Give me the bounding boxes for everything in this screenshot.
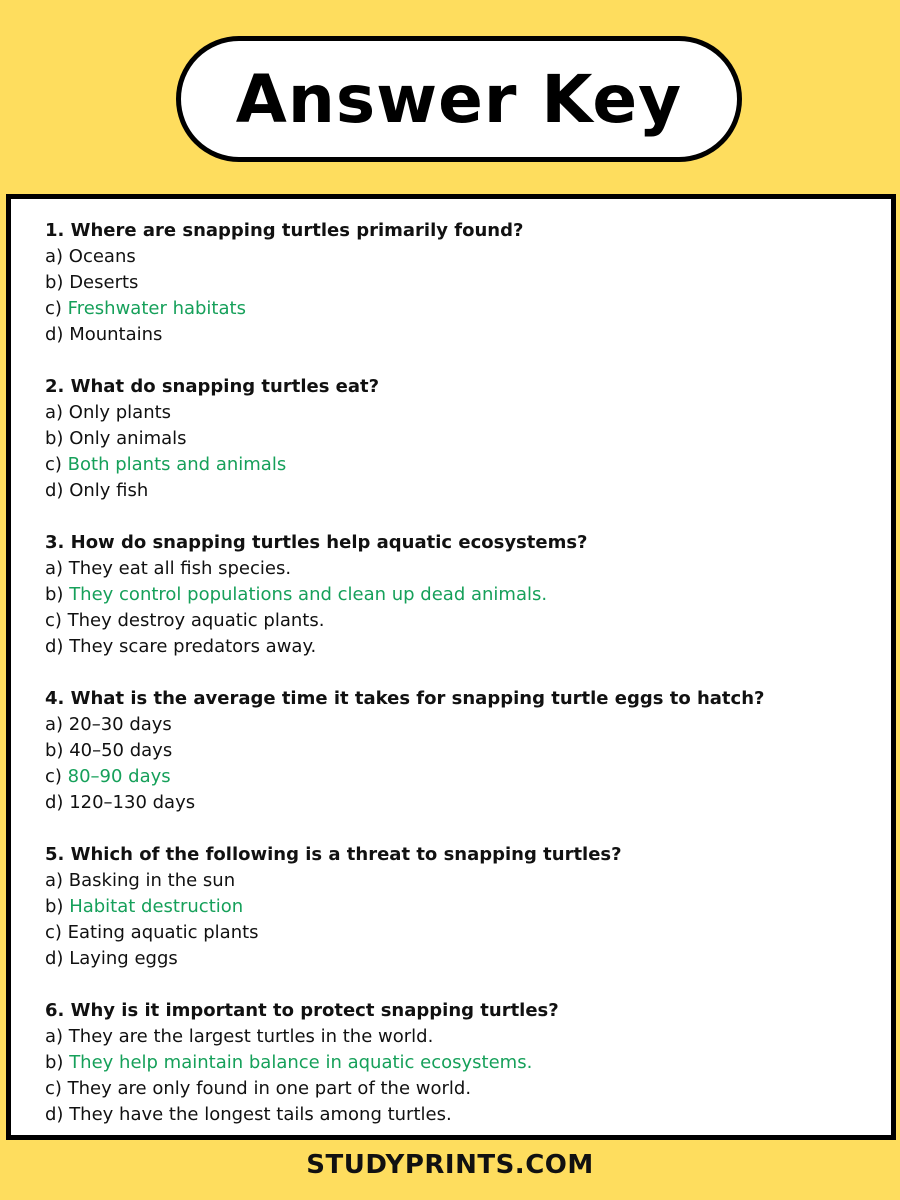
answer-option [45, 1102, 871, 1128]
title-banner [176, 36, 742, 162]
question-text: 4. What is the average time it takes for snapping turtle eggs to hatch? [45, 688, 765, 709]
option-letter: b) [45, 272, 64, 293]
option-letter: b) [45, 896, 64, 917]
answer-option [45, 270, 871, 296]
question-text: 5. Which of the following is a threat to snapping turtles? [45, 844, 622, 865]
question-text: 3. How do snapping turtles help aquatic ecosystems? [45, 532, 588, 553]
option-letter: d) [45, 480, 64, 501]
option-letter: a) [45, 1026, 64, 1047]
answer-key-panel [6, 194, 896, 1140]
answer-option [45, 426, 871, 452]
option-letter: d) [45, 1104, 64, 1125]
option-text: They help maintain balance in aquatic ecosystems. [69, 1052, 533, 1073]
question-block [45, 842, 871, 972]
option-text: Both plants and animals [67, 454, 287, 475]
answer-option [45, 712, 871, 738]
option-letter: c) [45, 922, 62, 943]
option-letter: a) [45, 714, 64, 735]
answer-option [45, 634, 871, 660]
footer-brand: STUDYPRINTS.COM [306, 1150, 594, 1180]
option-text: 40–50 days [69, 740, 173, 761]
option-text: They control populations and clean up dead animals. [69, 584, 548, 605]
answer-option [45, 790, 871, 816]
option-text: Only fish [69, 480, 149, 501]
question-block [45, 998, 871, 1128]
correct-answer-option [45, 582, 871, 608]
option-letter: c) [45, 766, 62, 787]
option-letter: a) [45, 402, 64, 423]
answer-option [45, 946, 871, 972]
option-text: They destroy aquatic plants. [67, 610, 325, 631]
option-text: 20–30 days [68, 714, 172, 735]
option-text: They have the longest tails among turtles. [69, 1104, 452, 1125]
question-text: 6. Why is it important to protect snapping turtles? [45, 1000, 559, 1021]
option-text: They are the largest turtles in the world. [68, 1026, 434, 1047]
correct-answer-option [45, 452, 871, 478]
option-text: Only animals [69, 428, 187, 449]
answer-option [45, 1024, 871, 1050]
option-letter: c) [45, 298, 62, 319]
option-text: 120–130 days [69, 792, 196, 813]
option-text: Habitat destruction [69, 896, 244, 917]
correct-answer-option [45, 764, 871, 790]
answer-option [45, 244, 871, 270]
option-text: Mountains [69, 324, 163, 345]
option-letter: c) [45, 610, 62, 631]
option-text: Basking in the sun [68, 870, 236, 891]
correct-answer-option [45, 1050, 871, 1076]
option-text: Deserts [69, 272, 139, 293]
option-letter: b) [45, 428, 64, 449]
answer-option [45, 556, 871, 582]
answer-option [45, 322, 871, 348]
option-text: They scare predators away. [69, 636, 317, 657]
option-text: 80–90 days [67, 766, 171, 787]
option-letter: d) [45, 792, 64, 813]
option-letter: b) [45, 584, 64, 605]
option-text: They eat all fish species. [68, 558, 292, 579]
option-text: Laying eggs [69, 948, 178, 969]
answer-option [45, 1076, 871, 1102]
answer-option [45, 868, 871, 894]
option-text: Eating aquatic plants [67, 922, 259, 943]
option-letter: a) [45, 558, 64, 579]
option-letter: d) [45, 948, 64, 969]
answer-option [45, 738, 871, 764]
question-block [45, 218, 871, 348]
page-title: Answer Key [235, 60, 683, 138]
option-letter: a) [45, 246, 64, 267]
option-text: Only plants [68, 402, 172, 423]
answer-option [45, 608, 871, 634]
answer-option [45, 920, 871, 946]
option-text: Freshwater habitats [67, 298, 246, 319]
question-list [45, 218, 871, 1154]
option-letter: d) [45, 636, 64, 657]
question-text: 1. Where are snapping turtles primarily found? [45, 220, 524, 241]
option-text: Oceans [68, 246, 136, 267]
answer-option [45, 478, 871, 504]
option-letter: b) [45, 740, 64, 761]
correct-answer-option [45, 894, 871, 920]
option-letter: a) [45, 870, 64, 891]
option-letter: c) [45, 1078, 62, 1099]
question-text: 2. What do snapping turtles eat? [45, 376, 380, 397]
option-letter: b) [45, 1052, 64, 1073]
question-block [45, 530, 871, 660]
option-text: They are only found in one part of the world. [67, 1078, 472, 1099]
question-block [45, 374, 871, 504]
option-letter: c) [45, 454, 62, 475]
question-block [45, 686, 871, 816]
answer-option [45, 400, 871, 426]
option-letter: d) [45, 324, 64, 345]
correct-answer-option [45, 296, 871, 322]
